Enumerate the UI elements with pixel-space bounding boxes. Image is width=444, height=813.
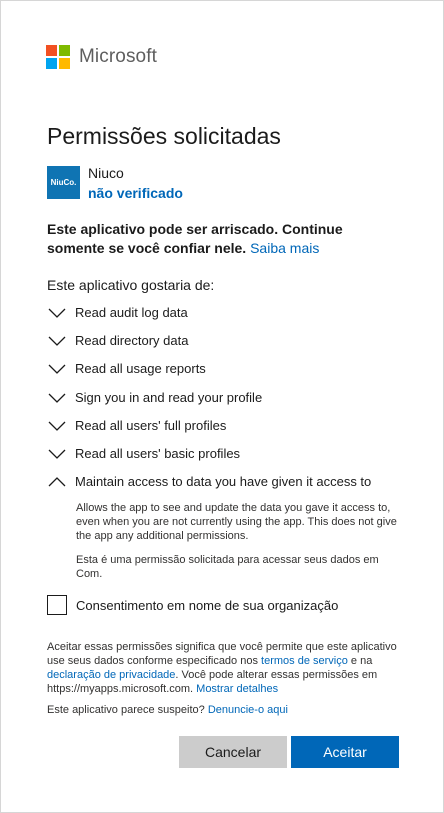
org-consent-label: Consentimento em nome de sua organização (76, 597, 339, 613)
terms-of-service-link[interactable]: termos de serviço (261, 655, 348, 667)
learn-more-link[interactable]: Saiba mais (250, 240, 320, 256)
risk-warning-text: Este aplicativo pode ser arriscado. Continue somente se você confiar nele. (47, 221, 343, 256)
permission-label: Read directory data (75, 333, 189, 348)
logo-square-green (59, 45, 70, 56)
app-name: Niuco (88, 165, 124, 181)
cancel-button[interactable]: Cancelar (179, 736, 287, 768)
permissions-intro: Este aplicativo gostaria de: (47, 277, 215, 293)
permission-description: Allows the app to see and update the data you gave it access to, even when you are not currently using the app. This does not give the app any additional permissions. (76, 502, 397, 542)
permission-label: Read all users' full profiles (75, 418, 227, 433)
microsoft-squares-icon (46, 45, 70, 69)
logo-square-blue (46, 58, 57, 69)
permission-item-directory[interactable] (47, 333, 188, 348)
app-logo: NiuCo. (47, 166, 80, 199)
permission-detail (76, 501, 406, 581)
permission-item-offline-access[interactable] (47, 474, 371, 489)
chevron-down-icon (47, 362, 67, 376)
risk-warning (47, 220, 397, 258)
permission-item-basic-profiles[interactable] (47, 446, 240, 461)
app-unverified-label: não verificado (88, 185, 183, 201)
logo-square-yellow (59, 58, 70, 69)
permission-label: Sign you in and read your profile (75, 390, 263, 405)
chevron-down-icon (47, 447, 67, 461)
permission-item-sign-in[interactable] (47, 390, 262, 405)
org-consent-checkbox[interactable] (47, 595, 67, 615)
permission-note: Esta é uma permissão solicitada para acessar seus dados em Com. (76, 554, 379, 580)
permission-item-usage-reports[interactable] (47, 361, 206, 376)
permission-label: Read audit log data (75, 305, 188, 320)
chevron-up-icon (47, 475, 67, 489)
chevron-down-icon (47, 306, 67, 320)
page-title: Permissões solicitadas (47, 123, 281, 149)
show-details-link[interactable]: Mostrar detalhes (196, 683, 279, 695)
report-app-row (47, 704, 288, 716)
app-text (88, 164, 183, 202)
privacy-statement-link[interactable]: declaração de privacidade (47, 669, 176, 681)
report-app-link[interactable]: Denuncie-o aqui (207, 704, 288, 716)
logo-square-red (46, 45, 57, 56)
microsoft-wordmark: Microsoft (79, 46, 157, 67)
chevron-down-icon (47, 419, 67, 433)
legal-text-part: e na (347, 655, 373, 667)
legal-text-part: . Você pode alterar essas permissões em https://myapps.microsoft.com. (47, 669, 378, 695)
permission-label: Read all usage reports (75, 361, 206, 376)
accept-button[interactable]: Aceitar (291, 736, 399, 768)
legal-text (47, 640, 397, 696)
permission-item-full-profiles[interactable] (47, 418, 226, 433)
org-consent-row[interactable] (47, 595, 338, 615)
chevron-down-icon (47, 334, 67, 348)
chevron-down-icon (47, 391, 67, 405)
microsoft-logo (46, 45, 157, 69)
app-info (47, 164, 183, 202)
legal-text-part: Aceitar essas permissões significa que você permite que este aplicativo use seus dados conforme especificado nos (47, 641, 397, 667)
permission-item-audit-log[interactable] (47, 305, 188, 320)
permission-label: Read all users' basic profiles (75, 446, 241, 461)
report-app-text: Este aplicativo parece suspeito? (47, 704, 208, 716)
permission-label: Maintain access to data you have given it access to (75, 474, 372, 489)
